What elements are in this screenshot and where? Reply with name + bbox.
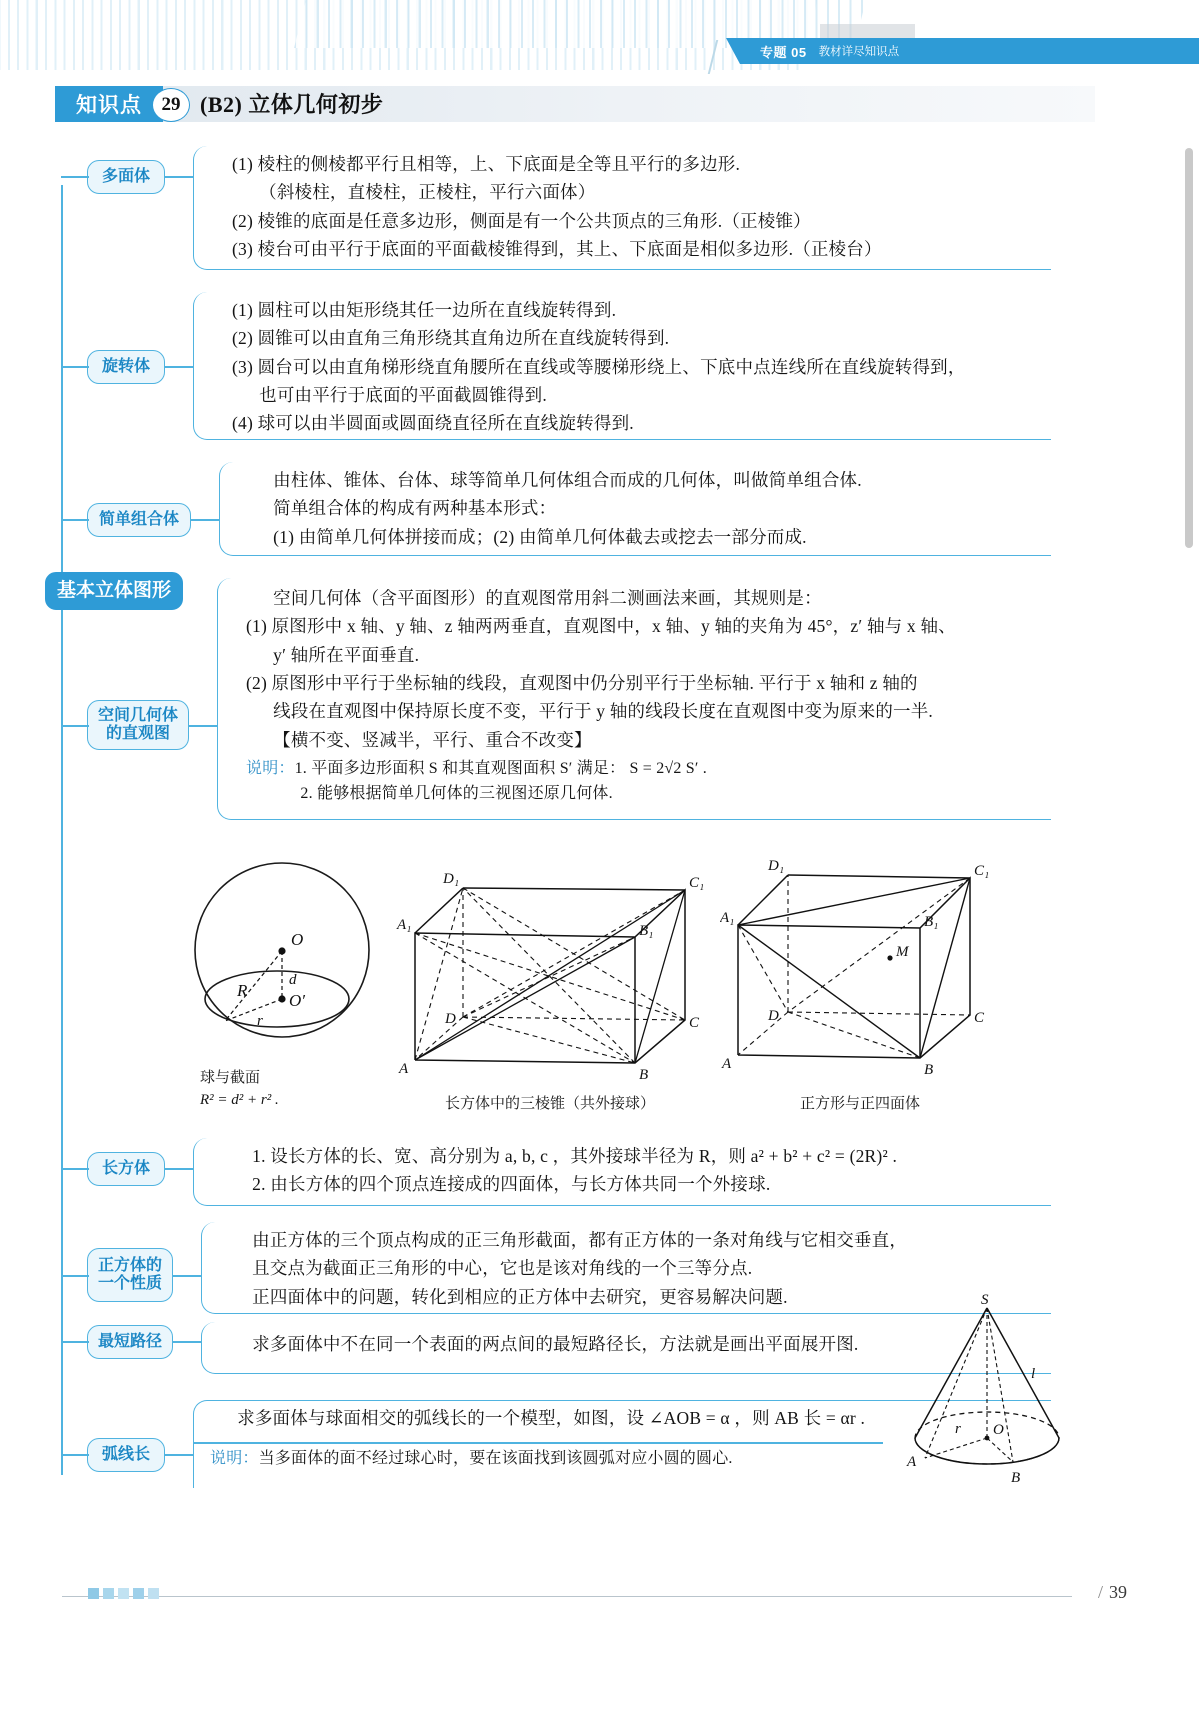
figure-cube-tetrahedron [720, 830, 1000, 1080]
figure-sphere-caption-line-2: R² = d² + r² . [200, 1091, 279, 1108]
svg-text:R: R [237, 981, 248, 1000]
svg-text:S: S [981, 1292, 989, 1308]
page-number-slash: / [1097, 1582, 1103, 1602]
note-arc-length-line-1: 当多面体的面不经过球心时，要在该面找到该圆弧对应小圆的圆心. [258, 1450, 733, 1467]
connector-shortest-path-right [172, 1341, 202, 1343]
note-arc-length-label: 说明： [210, 1450, 259, 1467]
content-revolution-line-4: 也可由平行于底面的平面截圆锥得到. [259, 385, 547, 406]
content-revolution-line-1: (1) 圆柱可以由矩形绕其任一边所在直线旋转得到. [232, 300, 617, 320]
content-intuitive-line-4: (2) 原图形中平行于坐标轴的线段，直观图中仍分别平行于坐标轴. 平行于 x 轴和 z 轴的 [246, 673, 918, 694]
svg-text:B₁: B₁ [639, 923, 654, 939]
svg-text:d: d [289, 972, 297, 988]
note-intuitive-label: 说明： [246, 760, 295, 777]
header-topic-tag: 专题 05 [760, 44, 807, 60]
node-polyhedron[interactable] [87, 160, 165, 194]
connector-intuitive-left [61, 725, 89, 727]
svg-text:B: B [1011, 1470, 1021, 1486]
content-composite-line-3: (1) 由简单几何体拼接而成；(2) 由简单几何体截去或挖去一部分而成. [273, 526, 807, 547]
svg-text:C: C [974, 1010, 985, 1026]
connector-arc-length-right [164, 1454, 194, 1456]
node-arc-length[interactable] [87, 1438, 165, 1472]
content-cube-property-line-3: 正四面体中的问题，转化到相应的正方体中去研究，更容易解决问题. [252, 1286, 788, 1307]
content-revolution-line-3: (3) 圆台可以由直角梯形绕直角腰所在直线或等腰梯形绕上、下底中点连线所在直线旋转得到， [232, 356, 966, 377]
node-arc-length-label: 弧线长 [101, 1445, 150, 1463]
figure-cuboid-tetrahedron [395, 845, 705, 1085]
content-polyhedron-line-3: (2) 棱锥的底面是任意多边形，侧面是有一个公共顶点的三角形.（正棱锥） [232, 210, 811, 231]
connector-cube-property-right [172, 1275, 202, 1277]
content-shortest-path-line-1: 求多面体中不在同一个表面的两点间的最短路径长，方法就是画出平面展开图. [252, 1334, 859, 1354]
svg-text:A₁: A₁ [720, 910, 735, 926]
page-title: (B2) 立体几何初步 [200, 92, 384, 117]
scrollbar[interactable] [1185, 148, 1193, 548]
content-composite-line-2: 简单组合体的构成有两种基本形式： [273, 498, 557, 519]
svg-text:l: l [1031, 1366, 1036, 1382]
svg-text:A₁: A₁ [397, 917, 412, 933]
knowledge-point-badge [55, 86, 163, 122]
svg-text:B: B [639, 1067, 649, 1083]
content-cuboid [225, 1142, 1035, 1199]
grey-block-decoration [820, 24, 915, 38]
figure-cone [895, 1290, 1085, 1495]
node-cuboid[interactable] [87, 1152, 165, 1186]
content-intuitive-line-6: 【横不变、竖减半，平行、重合不改变】 [273, 729, 592, 750]
content-intuitive-line-5: 线段在直观图中保持原长度不变，平行于 y 轴的线段长度在直观图中变为原来的一半. [273, 701, 933, 722]
content-polyhedron-line-1: (1) 棱柱的侧棱都平行且相等，上、下底面是全等且平行的多边形. [232, 154, 741, 174]
content-revolution-line-2: (2) 圆锥可以由直角三角形绕其直角边所在直线旋转得到. [232, 328, 670, 349]
connector-cube-property-left [61, 1275, 89, 1277]
node-cube-property[interactable] [87, 1248, 173, 1302]
content-revolution [232, 296, 1042, 438]
content-arc-length [210, 1404, 910, 1432]
content-cube-property-line-1: 由正方体的三个顶点构成的正三角形截面，都有正方体的一条对角线与它相交垂直， [252, 1230, 908, 1250]
svg-text:D₁: D₁ [768, 858, 785, 874]
header-ribbon [740, 38, 1199, 64]
note-arc-length [210, 1446, 910, 1472]
svg-text:A: A [722, 1056, 732, 1072]
svg-text:D₁: D₁ [443, 871, 460, 887]
arc-length-divider [193, 1442, 883, 1444]
connector-composite-right [190, 519, 220, 521]
node-intuitive-diagram[interactable] [87, 700, 189, 750]
node-simple-composite-solid[interactable] [87, 503, 191, 537]
knowledge-point-badge-label: 知识点 [76, 94, 142, 117]
node-shortest-path[interactable] [87, 1325, 173, 1359]
figure-cuboid-caption [395, 1094, 705, 1116]
note-intuitive [246, 757, 1036, 807]
figure-sphere-cross-section [185, 855, 395, 1065]
footer-decoration-squares [88, 1588, 159, 1599]
content-intuitive-line-1: 空间几何体（含平面图形）的直观图常用斜二测画法来画，其规则是： [273, 588, 822, 608]
page-number [1098, 1582, 1127, 1603]
note-intuitive-line-1: 1. 平面多边形面积 S 和其直观图面积 S′ 满足： S = 2√2 S′ . [294, 760, 708, 777]
figure-cube-caption [720, 1094, 1000, 1116]
content-polyhedron-line-4: (3) 棱台可由平行于底面的平面截棱锥得到，其上、下底面是相似多边形.（正棱台） [232, 239, 882, 260]
node-polyhedron-label: 多面体 [101, 167, 150, 185]
content-cuboid-line-1: 1. 设长方体的长、宽、高分别为 a, b, c ，其外接球半径为 R，则 a² + b² + c² = (2R)² . [252, 1146, 898, 1166]
node-cuboid-label: 长方体 [101, 1159, 150, 1177]
figure-sphere-caption-line-1: 球与截面 [200, 1070, 261, 1086]
node-solid-of-revolution-label: 旋转体 [101, 357, 150, 375]
svg-text:D: D [768, 1008, 779, 1024]
svg-text:C: C [689, 1015, 700, 1031]
node-solid-of-revolution[interactable] [87, 350, 165, 384]
connector-revolution-left [61, 366, 89, 368]
svg-text:A: A [907, 1454, 917, 1470]
main-node-label: 基本立体图形 [56, 580, 171, 602]
connector-polyhedron-left [61, 176, 89, 178]
svg-text:C₁: C₁ [974, 863, 990, 879]
svg-text:M: M [896, 944, 909, 960]
svg-text:B₁: B₁ [924, 914, 939, 930]
svg-text:B: B [924, 1062, 934, 1078]
svg-text:D: D [445, 1011, 456, 1027]
svg-text:r: r [257, 1013, 263, 1029]
node-cube-property-label-1: 正方体的 [97, 1256, 162, 1274]
connector-shortest-path-left [61, 1341, 89, 1343]
page-number-value: 39 [1109, 1582, 1127, 1602]
connector-cuboid-right [164, 1168, 194, 1170]
node-intuitive-diagram-label-1: 空间几何体 [97, 706, 178, 724]
node-shortest-path-label: 最短路径 [97, 1332, 162, 1350]
content-intuitive [246, 584, 1046, 754]
svg-text:O: O [993, 1422, 1004, 1438]
footer-divider [62, 1596, 1072, 1597]
content-arc-length-line-1: 求多面体与球面相交的弧线长的一个模型，如图，设 ∠AOB = α ，则 AB 长 = αr . [237, 1408, 866, 1428]
connector-composite-left [61, 519, 89, 521]
content-composite [246, 466, 1036, 551]
svg-text:O′: O′ [289, 991, 305, 1010]
content-cube-property-line-2: 且交点为截面正三角形的中心，它也是该对角线的一个三等分点. [252, 1258, 753, 1279]
content-revolution-line-5: (4) 球可以由半圆面或圆面绕直径所在直线旋转得到. [232, 413, 634, 434]
svg-text:C₁: C₁ [689, 875, 705, 891]
note-intuitive-line-2: 2. 能够根据简单几何体的三视图还原几何体. [300, 784, 613, 802]
connector-cuboid-left [61, 1168, 89, 1170]
connector-arc-length-left [61, 1454, 89, 1456]
figure-sphere-caption [200, 1068, 390, 1112]
knowledge-point-number: 29 [152, 88, 190, 122]
svg-text:r: r [955, 1421, 961, 1437]
content-cuboid-line-2: 2. 由长方体的四个顶点连接成的四面体，与长方体共同一个外接球. [252, 1174, 771, 1195]
mindmap-trunk [61, 185, 63, 1475]
content-composite-line-1: 由柱体、锥体、台体、球等简单几何体组合而成的几何体，叫做简单组合体. [273, 470, 862, 490]
figure-cuboid-caption-text: 长方体中的三棱锥（共外接球） [444, 1096, 655, 1112]
node-cube-property-label-2: 一个性质 [97, 1275, 162, 1292]
header-topic-subtitle: 教材详尽知识点 [818, 46, 900, 58]
content-polyhedron-line-2: （斜棱柱，直棱柱，正棱柱，平行六面体） [259, 182, 596, 203]
node-simple-composite-label: 简单组合体 [98, 510, 179, 528]
svg-text:O: O [291, 930, 304, 949]
node-intuitive-diagram-label-2: 的直观图 [105, 725, 170, 742]
figure-cube-caption-text: 正方形与正四面体 [799, 1096, 920, 1112]
connector-intuitive-right [188, 725, 218, 727]
connector-polyhedron-right [164, 176, 194, 178]
connector-revolution-right [164, 366, 194, 368]
content-polyhedron [232, 150, 1032, 263]
content-intuitive-line-3: y′ 轴所在平面垂直. [273, 644, 420, 665]
main-node-basic-solids[interactable] [45, 572, 183, 610]
svg-text:A: A [399, 1061, 409, 1077]
content-intuitive-line-2: (1) 原图形中 x 轴、y 轴、z 轴两两垂直，直观图中，x 轴、y 轴的夹角为 45°，z′ 轴与 x 轴、 [246, 616, 956, 637]
